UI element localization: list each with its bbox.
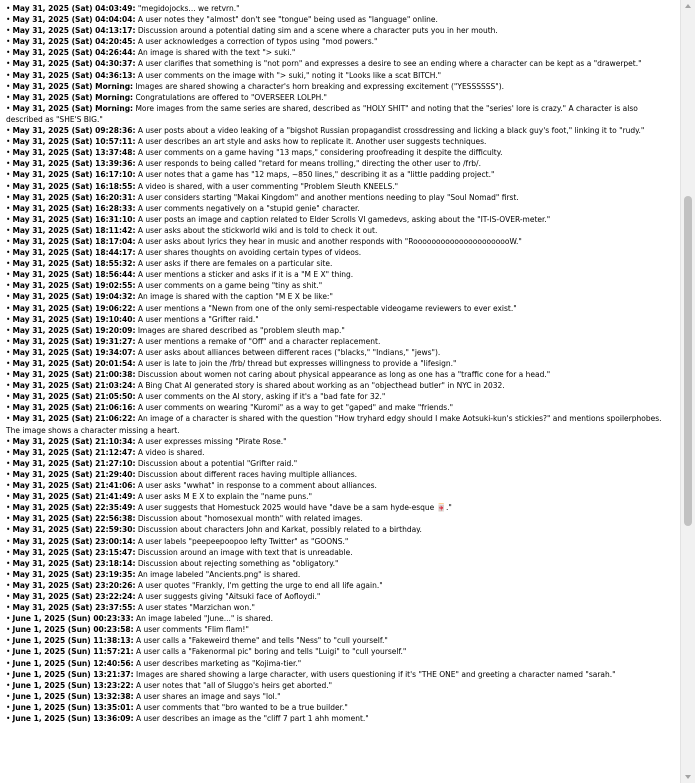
log-entry <box>6 402 674 413</box>
log-text: A user comments "Flim flam!" <box>133 625 249 635</box>
log-text: A user notes they "almost" don't see "tongue" being used as "language" online. <box>135 15 438 25</box>
log-entry <box>6 214 674 225</box>
log-timestamp: May 31, 2025 (Sat) 21:00:38: <box>12 370 136 380</box>
log-timestamp: May 31, 2025 (Sat) 19:04:32: <box>12 292 136 302</box>
log-entry <box>6 258 674 269</box>
log-entry <box>6 125 674 136</box>
log-text: A user describes an art style and asks how to replicate it. Another user suggests techniques. <box>135 137 487 147</box>
log-text: A user comments on wearing "Kuromi" as a way to get "gaped" and make "friends." <box>135 403 454 413</box>
log-text: Discussion about characters John and Karkat, possibly related to a birthday. <box>135 525 422 535</box>
log-text: A user suggests giving "Aitsuki face of Aofloydi." <box>135 591 321 601</box>
log-timestamp: June 1, 2025 (Sun) 11:57:21: <box>12 647 134 657</box>
log-timestamp: June 1, 2025 (Sun) 13:21:37: <box>12 669 134 679</box>
log-text: A video is shared. <box>135 447 205 457</box>
log-timestamp: June 1, 2025 (Sun) 13:32:38: <box>12 691 134 701</box>
log-text: A user is late to join the /frb/ thread but expresses willingness to provide a "lifesign." <box>135 359 457 368</box>
bullet-icon: • <box>6 714 11 723</box>
bullet-icon: • <box>6 536 11 546</box>
log-entry <box>6 336 674 347</box>
bullet-icon: • <box>6 503 11 513</box>
log-timestamp: June 1, 2025 (Sun) 13:35:01: <box>12 702 134 712</box>
log-entry <box>6 47 674 58</box>
bullet-icon: • <box>6 669 11 679</box>
bullet-icon: • <box>6 59 11 69</box>
log-timestamp: June 1, 2025 (Sun) 11:38:13: <box>12 636 134 646</box>
bullet-icon: • <box>6 137 11 147</box>
log-timestamp: May 31, 2025 (Sat) 21:41:06: <box>12 481 136 491</box>
bullet-icon: • <box>6 359 11 368</box>
log-entry <box>6 669 674 680</box>
log-timestamp: May 31, 2025 (Sat) 10:57:11: <box>12 137 136 147</box>
log-entry <box>6 103 674 125</box>
bullet-icon: • <box>6 92 11 102</box>
bullet-icon: • <box>6 492 11 502</box>
log-text: A user suggests that Homestuck 2025 would have "dave be a sam hyde-esque 🀄." <box>135 503 452 513</box>
log-timestamp: May 31, 2025 (Sat) Morning: <box>12 81 134 91</box>
log-timestamp: May 31, 2025 (Sat) Morning: <box>12 103 134 113</box>
log-text: Images are shared showing a large character, with users questioning if it's "THE ONE" and greeting a character named "sarah." <box>133 669 616 679</box>
log-text: A user considers starting "Makai Kingdom" and another mentions needing to play "Soul Nomad" first. <box>135 192 519 202</box>
log-timestamp: May 31, 2025 (Sat) 18:55:32: <box>12 259 136 269</box>
bullet-icon: • <box>6 381 11 391</box>
log-text: A user describes an image as the "cliff 7 part 1 ahh moment." <box>133 714 369 723</box>
scroll-thumb[interactable] <box>684 196 692 526</box>
bullet-icon: • <box>6 403 11 413</box>
log-text: A user expresses missing "Pirate Rose." <box>135 436 287 446</box>
log-entry <box>6 25 674 36</box>
bullet-icon: • <box>6 126 11 136</box>
bullet-icon: • <box>6 4 11 13</box>
log-entry <box>6 458 674 469</box>
log-entry <box>6 658 674 669</box>
bullet-icon: • <box>6 203 11 213</box>
log-text: Discussion about different races having multiple alliances. <box>135 469 358 479</box>
log-text: A user notes that "all of Sluggo's heirs get aborted." <box>133 680 333 690</box>
log-text: More images from the same series are shared, described as "HOLY SHIT" and noting that the "series' lore is crazy." A character is also described as "SHE'S BIG." <box>6 103 638 124</box>
log-timestamp: May 31, 2025 (Sat) 04:03:49: <box>12 4 136 13</box>
bullet-icon: • <box>6 469 11 479</box>
log-text: Images are shared showing a character's horn breaking and expressing excitement ("YESSSSSS"). <box>133 81 505 91</box>
bullet-icon: • <box>6 436 11 446</box>
log-timestamp: May 31, 2025 (Sat) 23:19:35: <box>12 569 136 579</box>
log-timestamp: May 31, 2025 (Sat) 16:18:55: <box>12 181 136 191</box>
log-timestamp: May 31, 2025 (Sat) 18:11:42: <box>12 225 136 235</box>
bullet-icon: • <box>6 580 11 590</box>
bullet-icon: • <box>6 392 11 402</box>
bullet-icon: • <box>6 569 11 579</box>
log-entry <box>6 558 674 569</box>
log-timestamp: May 31, 2025 (Sat) 04:13:17: <box>12 26 136 36</box>
log-entry <box>6 70 674 81</box>
log-entry <box>6 169 674 180</box>
bullet-icon: • <box>6 37 11 47</box>
bullet-icon: • <box>6 292 11 302</box>
log-entry <box>6 3 674 14</box>
log-text: A user calls a "Fakenormal pic" boring and tells "Luigi" to "cull yourself." <box>133 647 407 657</box>
log-text: A user mentions a remake of "Off" and a character replacement. <box>135 336 381 346</box>
log-timestamp: May 31, 2025 (Sat) 16:17:10: <box>12 170 136 180</box>
log-text: A user notes that a game has "12 maps, ~850 lines," describing it as a "little padding project." <box>135 170 495 180</box>
log-text: A user clarifies that something is "not porn" and expresses a desire to see an ending where a character can be kept as a "drawerpet." <box>135 59 642 69</box>
log-timestamp: May 31, 2025 (Sat) 18:56:44: <box>12 270 136 280</box>
log-timestamp: May 31, 2025 (Sat) 21:41:49: <box>12 492 136 502</box>
bullet-icon: • <box>6 159 11 169</box>
log-text: A user describes marketing as "Kojima-tier." <box>133 658 302 668</box>
bullet-icon: • <box>6 625 11 635</box>
bullet-icon: • <box>6 48 11 58</box>
bullet-icon: • <box>6 103 11 113</box>
log-text: A user asks M E X to explain the "name puns." <box>135 492 313 502</box>
vertical-scrollbar[interactable] <box>680 0 695 783</box>
bullet-icon: • <box>6 303 11 313</box>
log-entry <box>6 347 674 358</box>
log-timestamp: May 31, 2025 (Sat) 21:05:50: <box>12 392 136 402</box>
log-timestamp: May 31, 2025 (Sat) 21:06:16: <box>12 403 136 413</box>
log-text: A user posts an image and caption related to Elder Scrolls VI gamedevs, asking about the "IT-IS-OVER-meter." <box>135 214 551 224</box>
log-timestamp: May 31, 2025 (Sat) 19:06:22: <box>12 303 136 313</box>
log-timestamp: May 31, 2025 (Sat) 19:34:07: <box>12 347 136 357</box>
bullet-icon: • <box>6 181 11 191</box>
log-timestamp: May 31, 2025 (Sat) 21:10:34: <box>12 436 136 446</box>
bullet-icon: • <box>6 614 11 624</box>
log-entry <box>6 192 674 203</box>
log-timestamp: May 31, 2025 (Sat) 22:56:38: <box>12 514 136 524</box>
log-text: A user labels "peepeepoopoo lefty Twitter" as "GOONS." <box>135 536 349 546</box>
log-timestamp: May 31, 2025 (Sat) 23:18:14: <box>12 558 136 568</box>
bullet-icon: • <box>6 636 11 646</box>
bullet-icon: • <box>6 547 11 557</box>
log-entry <box>6 380 674 391</box>
bullet-icon: • <box>6 447 11 457</box>
log-text: A user mentions a "Newn from one of the only semi-respectable videogame reviewers to ever exist." <box>135 303 517 313</box>
log-entry <box>6 613 674 624</box>
log-text: A user comments negatively on a "stupid genie" character. <box>135 203 360 213</box>
log-entry <box>6 580 674 591</box>
log-text: A user quotes "Frankly, I'm getting the urge to end all life again." <box>135 580 383 590</box>
log-timestamp: June 1, 2025 (Sun) 13:23:22: <box>12 680 134 690</box>
log-entry <box>6 280 674 291</box>
log-timestamp: May 31, 2025 (Sat) 21:29:40: <box>12 469 136 479</box>
log-text: Congratulations are offered to "OVERSEER LOLPH." <box>133 92 327 102</box>
log-entry <box>6 136 674 147</box>
scroll-down-button[interactable] <box>681 771 695 783</box>
log-text: "megidojocks... we retvrn." <box>135 4 240 13</box>
log-text: A user asks about alliances between different races ("blacks," "Indians," "jews"). <box>135 347 441 357</box>
log-timestamp: May 31, 2025 (Sat) 04:36:13: <box>12 70 136 80</box>
log-text: A video is shared, with a user commenting "Problem Sleuth KNEELS." <box>135 181 399 191</box>
log-entry <box>6 14 674 25</box>
log-text: A user posts about a video leaking of a "bigshot Russian propagandist crossdressing and licking a black guy's foot," linking it to "rudy." <box>135 126 645 136</box>
bullet-icon: • <box>6 658 11 668</box>
log-timestamp: May 31, 2025 (Sat) 19:20:09: <box>12 325 136 335</box>
bullet-icon: • <box>6 702 11 712</box>
log-entry <box>6 569 674 580</box>
log-text: A user calls a "Fakeweird theme" and tells "Ness" to "cull yourself." <box>133 636 388 646</box>
log-entry <box>6 691 674 702</box>
log-text: An image labeled "June..." is shared. <box>133 614 273 624</box>
log-entry <box>6 236 674 247</box>
log-text: A user shares thoughts on avoiding certain types of videos. <box>135 248 362 258</box>
log-entry <box>6 203 674 214</box>
log-timestamp: May 31, 2025 (Sat) 22:35:49: <box>12 503 136 513</box>
log-text: A user states "Marzichan won." <box>135 603 255 613</box>
bullet-icon: • <box>6 347 11 357</box>
log-text: A user mentions a "Grifter raid." <box>135 314 259 324</box>
log-entry <box>6 291 674 302</box>
bullet-icon: • <box>6 336 11 346</box>
log-text: A user acknowledges a correction of typos using "mod powers." <box>135 37 378 47</box>
bullet-icon: • <box>6 259 11 269</box>
log-entry <box>6 391 674 402</box>
log-entry <box>6 447 674 458</box>
log-text: An image is shared with the caption "M E X be like:" <box>135 292 333 302</box>
log-entry <box>6 502 674 513</box>
bullet-icon: • <box>6 170 11 180</box>
log-text: A user responds to being called "retard for means trolling," directing the other user to /frb/. <box>135 159 481 169</box>
log-timestamp: May 31, 2025 (Sat) 22:59:30: <box>12 525 136 535</box>
log-timestamp: June 1, 2025 (Sun) 13:36:09: <box>12 714 134 723</box>
log-entry <box>6 58 674 69</box>
bullet-icon: • <box>6 370 11 380</box>
log-text: An image labeled "Ancients.png" is shared. <box>135 569 301 579</box>
log-timestamp: June 1, 2025 (Sun) 00:23:58: <box>12 625 134 635</box>
log-entry <box>6 325 674 336</box>
log-entry <box>6 181 674 192</box>
log-timestamp: May 31, 2025 (Sat) 23:15:47: <box>12 547 136 557</box>
log-entry <box>6 702 674 713</box>
log-text: A user comments on a game being "tiny as shit." <box>135 281 323 291</box>
log-entry <box>6 646 674 657</box>
log-text: A user asks about the stickworld wiki and is told to check it out. <box>135 225 378 235</box>
log-entry <box>6 480 674 491</box>
bullet-icon: • <box>6 525 11 535</box>
bullet-icon: • <box>6 81 11 91</box>
bullet-icon: • <box>6 591 11 601</box>
log-text: Images are shared described as "problem sleuth map." <box>135 325 345 335</box>
log-timestamp: May 31, 2025 (Sat) 16:28:33: <box>12 203 136 213</box>
log-timestamp: May 31, 2025 (Sat) 18:44:17: <box>12 248 136 258</box>
log-timestamp: May 31, 2025 (Sat) 04:04:04: <box>12 15 136 25</box>
log-text: A user asks about lyrics they hear in music and another responds with "RoooooooooooooooooooooW." <box>135 236 522 246</box>
log-text: A user asks if there are females on a particular site. <box>135 259 333 269</box>
log-text: A user comments that "bro wanted to be a true builder." <box>133 702 348 712</box>
log-entry <box>6 358 674 369</box>
log-text: An image is shared with the text "> suki." <box>135 48 296 58</box>
log-text: Discussion about a potential "Grifter raid." <box>135 458 298 468</box>
bullet-icon: • <box>6 514 11 524</box>
log-entry <box>6 413 674 435</box>
bullet-icon: • <box>6 647 11 657</box>
log-timestamp: May 31, 2025 (Sat) 19:02:55: <box>12 281 136 291</box>
log-timestamp: May 31, 2025 (Sat) 04:30:37: <box>12 59 136 69</box>
log-text: A user comments on a game having "13 maps," considering proofreading it despite the difficulty. <box>135 148 503 158</box>
log-timestamp: June 1, 2025 (Sun) 00:23:33: <box>12 614 134 624</box>
log-timestamp: May 31, 2025 (Sat) 13:39:36: <box>12 159 136 169</box>
log-entry <box>6 624 674 635</box>
log-entry <box>6 680 674 691</box>
log-entry <box>6 524 674 535</box>
bullet-icon: • <box>6 15 11 25</box>
log-entry <box>6 713 674 724</box>
log-text: Discussion about rejecting something as "obligatory." <box>135 558 339 568</box>
log-entry <box>6 247 674 258</box>
bullet-icon: • <box>6 70 11 80</box>
log-timestamp: May 31, 2025 (Sat) 23:37:55: <box>12 603 136 613</box>
log-timestamp: May 31, 2025 (Sat) 04:26:44: <box>12 48 136 58</box>
log-entry <box>6 269 674 280</box>
log-text: Discussion about "homosexual month" with related images. <box>135 514 363 524</box>
log-timestamp: May 31, 2025 (Sat) 18:17:04: <box>12 236 136 246</box>
log-timestamp: May 31, 2025 (Sat) 09:28:36: <box>12 126 136 136</box>
log-timestamp: May 31, 2025 (Sat) 16:20:31: <box>12 192 136 202</box>
log-entry <box>6 469 674 480</box>
scroll-up-button[interactable] <box>681 0 695 12</box>
bullet-icon: • <box>6 225 11 235</box>
bullet-icon: • <box>6 481 11 491</box>
log-entry <box>6 491 674 502</box>
log-entry <box>6 147 674 158</box>
log-timestamp: May 31, 2025 (Sat) 23:20:26: <box>12 580 136 590</box>
log-timestamp: May 31, 2025 (Sat) 16:31:10: <box>12 214 136 224</box>
log-text: A user comments on the AI story, asking if it's a "bad fate for 32." <box>135 392 386 402</box>
log-timestamp: June 1, 2025 (Sun) 12:40:56: <box>12 658 134 668</box>
log-timestamp: May 31, 2025 (Sat) 23:22:24: <box>12 591 136 601</box>
log-entry <box>6 547 674 558</box>
log-timestamp: May 31, 2025 (Sat) 13:37:48: <box>12 148 136 158</box>
log-entry <box>6 225 674 236</box>
log-text: Discussion about women not caring about physical appearance as long as one has a "traffic cone for a head." <box>135 370 551 380</box>
triangle-up-icon <box>685 4 691 8</box>
bullet-icon: • <box>6 458 11 468</box>
log-timestamp: May 31, 2025 (Sat) 21:03:24: <box>12 381 136 391</box>
bullet-icon: • <box>6 248 11 258</box>
bullet-icon: • <box>6 325 11 335</box>
log-entry <box>6 436 674 447</box>
bullet-icon: • <box>6 680 11 690</box>
bullet-icon: • <box>6 192 11 202</box>
bullet-icon: • <box>6 691 11 701</box>
bullet-icon: • <box>6 214 11 224</box>
log-entry <box>6 92 674 103</box>
log-timestamp: May 31, 2025 (Sat) Morning: <box>12 92 134 102</box>
bullet-icon: • <box>6 26 11 36</box>
log-text: A user comments on the image with "> suki," noting it "Looks like a scat BITCH." <box>135 70 442 80</box>
bullet-icon: • <box>6 148 11 158</box>
log-entry <box>6 536 674 547</box>
log-text: A Bing Chat AI generated story is shared about working as an "objecthead butler" in NYC in 2032. <box>135 381 505 391</box>
log-text: Discussion around an image with text that is unreadable. <box>135 547 353 557</box>
log-entry <box>6 81 674 92</box>
bullet-icon: • <box>6 314 11 324</box>
log-entry <box>6 303 674 314</box>
log-text: Discussion around a potential dating sim and a scene where a character puts you in her mouth. <box>135 26 498 36</box>
bullet-icon: • <box>6 236 11 246</box>
log-entry <box>6 36 674 47</box>
log-entry <box>6 369 674 380</box>
log-entry <box>6 158 674 169</box>
bullet-icon: • <box>6 270 11 280</box>
log-entry <box>6 635 674 646</box>
log-timestamp: May 31, 2025 (Sat) 04:20:45: <box>12 37 136 47</box>
log-timestamp: May 31, 2025 (Sat) 21:12:47: <box>12 447 136 457</box>
log-timestamp: May 31, 2025 (Sat) 23:00:14: <box>12 536 136 546</box>
bullet-icon: • <box>6 558 11 568</box>
log-timestamp: May 31, 2025 (Sat) 21:27:10: <box>12 458 136 468</box>
log-entry <box>6 602 674 613</box>
log-text: A user asks "wwhat" in response to a comment about alliances. <box>135 481 377 491</box>
triangle-down-icon <box>685 775 691 779</box>
log-text: A user shares an image and says "lol." <box>133 691 281 701</box>
bullet-icon: • <box>6 281 11 291</box>
log-timestamp: May 31, 2025 (Sat) 21:06:22: <box>12 414 136 424</box>
log-entry <box>6 314 674 325</box>
log-timestamp: May 31, 2025 (Sat) 19:31:27: <box>12 336 136 346</box>
log-text: A user mentions a sticker and asks if it is a "M E X" thing. <box>135 270 354 280</box>
log-text: An image of a character is shared with the question "How tryhard edgy should I make Aotsuki-kun's stickies?" and mentions spoilerphobes. The image shows a character missing a heart. <box>6 414 662 435</box>
bullet-icon: • <box>6 603 11 613</box>
log-timestamp: May 31, 2025 (Sat) 20:01:54: <box>12 359 136 368</box>
log-entry <box>6 513 674 524</box>
bullet-icon: • <box>6 414 11 424</box>
log-timestamp: May 31, 2025 (Sat) 19:10:40: <box>12 314 136 324</box>
log-entry <box>6 591 674 602</box>
